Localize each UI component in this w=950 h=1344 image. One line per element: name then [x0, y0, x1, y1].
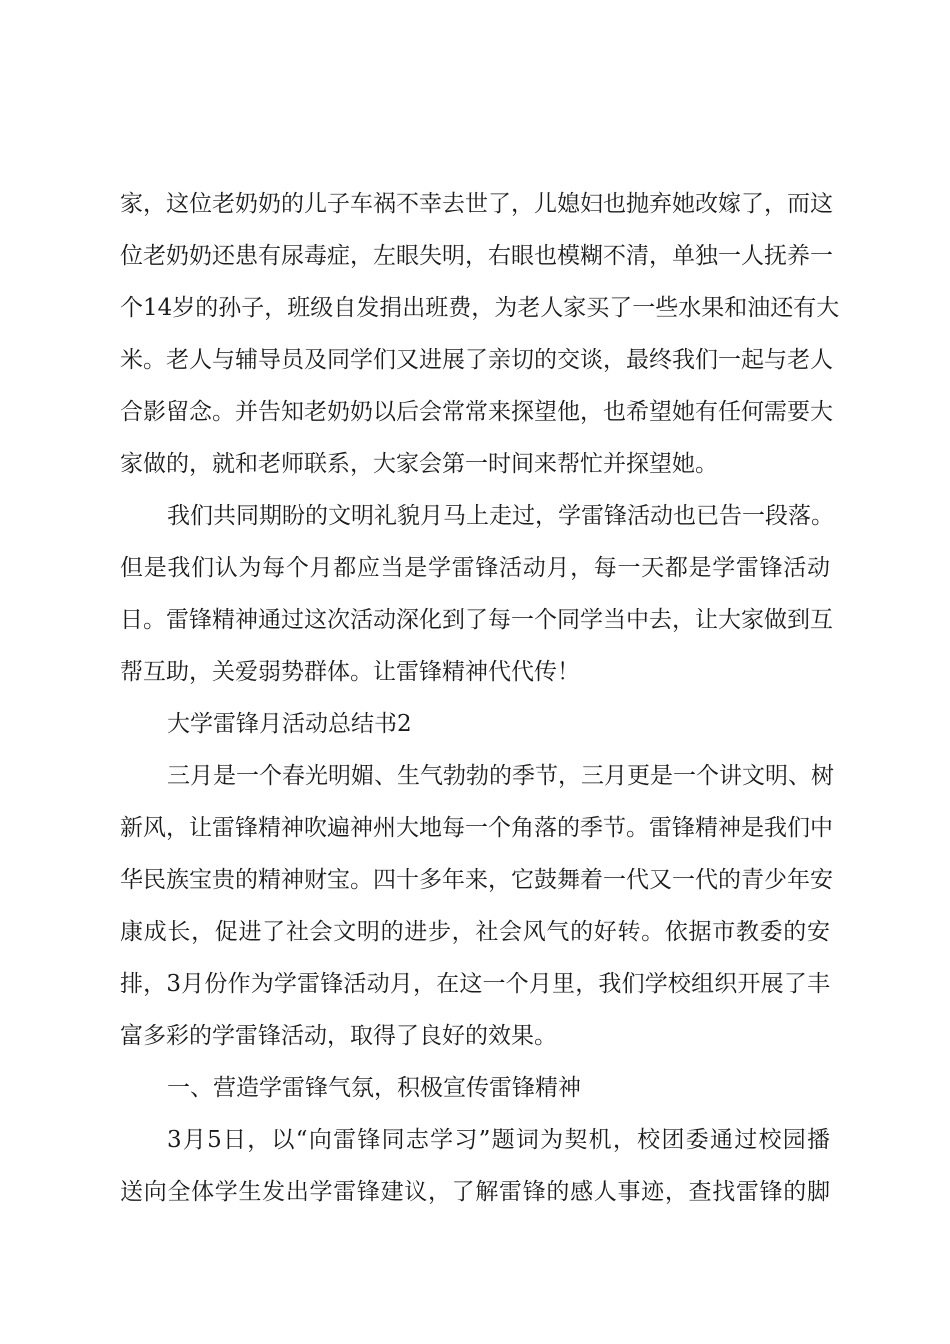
paragraph-line: 排，3月份作为学雷锋活动月，在这一个月里，我们学校组织开展了丰	[120, 971, 830, 997]
paragraph-line: 三月是一个春光明媚、生气勃勃的季节，三月更是一个讲文明、树	[167, 763, 834, 789]
paragraph-line: 3月5日，以“向雷锋同志学习”题词为契机，校团委通过校园播	[167, 1127, 830, 1153]
paragraph-line: 帮互助，关爱弱势群体。让雷锋精神代代传！	[120, 659, 580, 685]
paragraph-line: 新风，让雷锋精神吹遍神州大地每一个角落的季节。雷锋精神是我们中	[120, 815, 833, 841]
paragraph-line: 位老奶奶还患有尿毒症，左眼失明，右眼也模糊不清，单独一人抚养一	[120, 243, 833, 269]
section-subheading: 一、营造学雷锋气氛，积极宣传雷锋精神	[167, 1075, 581, 1101]
paragraph-line: 日。雷锋精神通过这次活动深化到了每一个同学当中去，让大家做到互	[120, 607, 833, 633]
paragraph-line: 康成长，促进了社会文明的进步，社会风气的好转。依据市教委的安	[120, 919, 830, 945]
paragraph-line: 我们共同期盼的文明礼貌月马上走过，学雷锋活动也已告一段落。	[167, 503, 834, 529]
paragraph-line: 米。老人与辅导员及同学们又进展了亲切的交谈，最终我们一起与老人	[120, 347, 833, 373]
section-title: 大学雷锋月活动总结书2	[167, 711, 412, 737]
paragraph-line: 合影留念。并告知老奶奶以后会常常来探望他，也希望她有任何需要大	[120, 399, 833, 425]
paragraph-line: 个14岁的孙子，班级自发捐出班费，为老人家买了一些水果和油还有大	[120, 295, 840, 321]
paragraph-line: 华民族宝贵的精神财宝。四十多年来，它鼓舞着一代又一代的青少年安	[120, 867, 833, 893]
paragraph-line: 送向全体学生发出学雷锋建议，了解雷锋的感人事迹，查找雷锋的脚	[120, 1179, 830, 1205]
paragraph-line: 家做的，就和老师联系，大家会第一时间来帮忙并探望她。	[120, 451, 718, 477]
paragraph-line: 但是我们认为每个月都应当是学雷锋活动月，每一天都是学雷锋活动	[120, 555, 830, 581]
paragraph-line: 家，这位老奶奶的儿子车祸不幸去世了，儿媳妇也抛弃她改嫁了，而这	[120, 191, 833, 217]
paragraph-line: 富多彩的学雷锋活动，取得了良好的效果。	[120, 1023, 557, 1049]
